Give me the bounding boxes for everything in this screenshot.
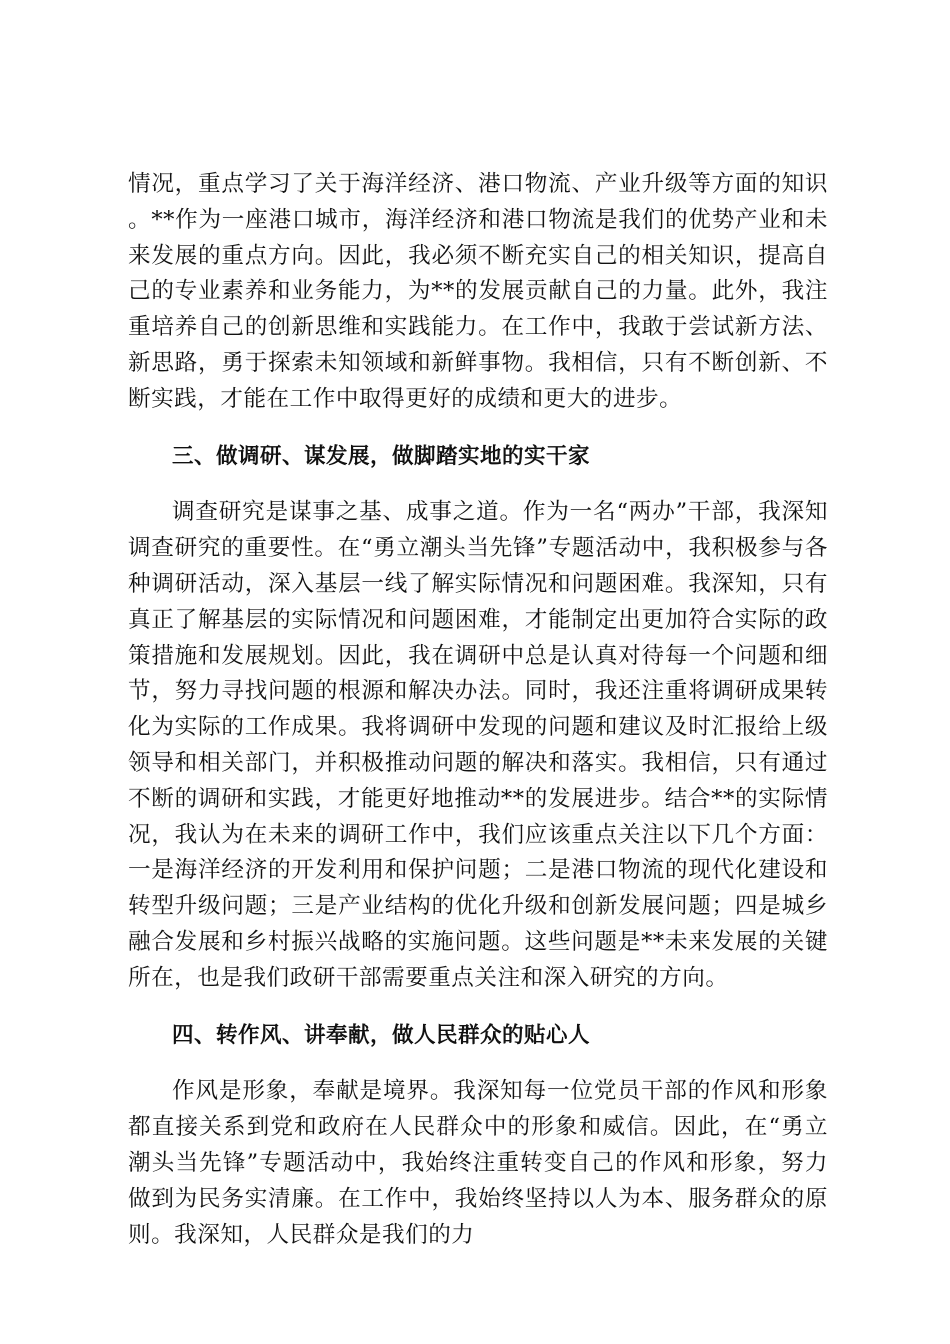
section-4-paragraph: 作风是形象，奉献是境界。我深知每一位党员干部的作风和形象都直接关系到党和政府在人民群众中的形象和威信。因此，在“勇立潮头当先锋”专题活动中，我始终注重转变自己的作风和形象，努力做到为民务实清廉。在工作中，我始终坚持以人为本、服务群众的原则。我深知，人民群众是我们的力	[128, 1078, 828, 1248]
paragraph-continued: 情况，重点学习了关于海洋经济、港口物流、产业升级等方面的知识。**作为一座港口城市，海洋经济和港口物流是我们的优势产业和未来发展的重点方向。因此，我必须不断充实自己的相关知识，提高自己的专业素养和业务能力，为**的发展贡献自己的力量。此外，我注重培养自己的创新思维和实践能力。在工作中，我敢于尝试新方法、新思路，勇于探索未知领域和新鲜事物。我相信，只有不断创新、不断实践，才能在工作中取得更好的成绩和更大的进步。	[128, 171, 828, 412]
section-3-paragraph: 调查研究是谋事之基、成事之道。作为一名“两办”干部，我深知调查研究的重要性。在“勇立潮头当先锋”专题活动中，我积极参与各种调研活动，深入基层一线了解实际情况和问题困难。我深知，只有真正了解基层的实际情况和问题困难，才能制定出更加符合实际的政策措施和发展规划。因此，我在调研中总是认真对待每一个问题和细节，努力寻找问题的根源和解决办法。同时，我还注重将调研成果转化为实际的工作成果。我将调研中发现的问题和建议及时汇报给上级领导和相关部门，并积极推动问题的解决和落实。我相信，只有通过不断的调研和实践，才能更好地推动**的发展进步。结合**的实际情况，我认为在未来的调研工作中，我们应该重点关注以下几个方面：一是海洋经济的开发利用和保护问题；二是港口物流的现代化建设和转型升级问题；三是产业结构的优化升级和创新发展问题；四是城乡融合发展和乡村振兴战略的实施问题。这些问题是**未来发展的关键所在，也是我们政研干部需要重点关注和深入研究的方向。	[128, 499, 828, 991]
section-heading-3: 三、做调研、谋发展，做脚踏实地的实干家	[172, 443, 591, 469]
section-heading-4: 四、转作风、讲奉献，做人民群众的贴心人	[172, 1022, 591, 1048]
document-body	[128, 167, 828, 1253]
